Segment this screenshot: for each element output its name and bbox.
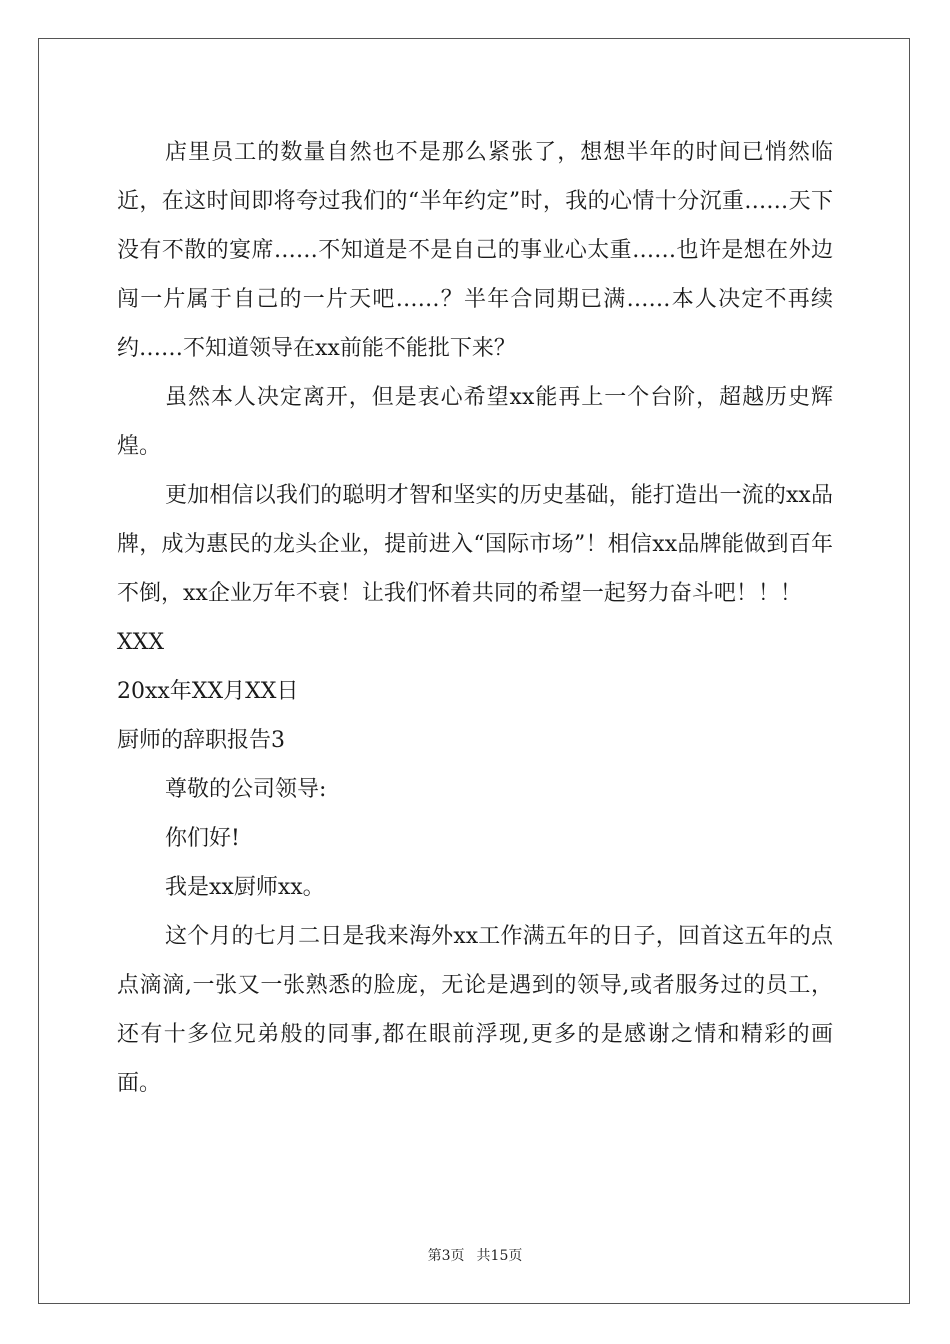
signature: XXX <box>117 630 164 655</box>
paragraph-3: 更加相信以我们的聪明才智和坚实的历史基础，能打造出一流的xx品牌，成为惠民的龙头企业，提前进入“国际市场”！相信xx品牌能做到百年不倒，xx企业万年不衰！让我们怀着共同的希望一起努力奋斗吧！！！ <box>117 483 833 606</box>
date: 20xx年XX月XX日 <box>117 679 299 704</box>
paragraph-1: 店里员工的数量自然也不是那么紧张了，想想半年的时间已悄然临近，在这时间即将夸过我们的“半年约定”时，我的心情十分沉重……天下没有不散的宴席……不知道是不是自己的事业心太重……也许是想在外边闯一片属于自己的一片天吧……？半年合同期已满……本人决定不再续约……不知道领导在xx前能不能批下来？ <box>117 140 833 361</box>
paragraph-2: 虽然本人决定离开，但是衷心希望xx能再上一个台阶，超越历史辉煌。 <box>117 385 833 459</box>
body-paragraph: 这个月的七月二日是我来海外xx工作满五年的日子，回首这五年的点点滴滴,一张又一张熟悉的脸庞，无论是遇到的领导,或者服务过的员工，还有十多位兄弟般的同事,都在眼前浮现,更多的是感谢之情和精彩的画面。 <box>117 924 833 1096</box>
section-title: 厨师的辞职报告3 <box>117 728 285 753</box>
salutation: 尊敬的公司领导: <box>165 777 327 802</box>
document-body <box>117 128 833 1108</box>
intro: 我是xx厨师xx。 <box>165 875 325 900</box>
greeting: 你们好! <box>165 826 240 851</box>
page-footer <box>0 1245 950 1265</box>
page-number: 第3页 <box>427 1248 465 1264</box>
page-total: 共15页 <box>476 1248 523 1264</box>
